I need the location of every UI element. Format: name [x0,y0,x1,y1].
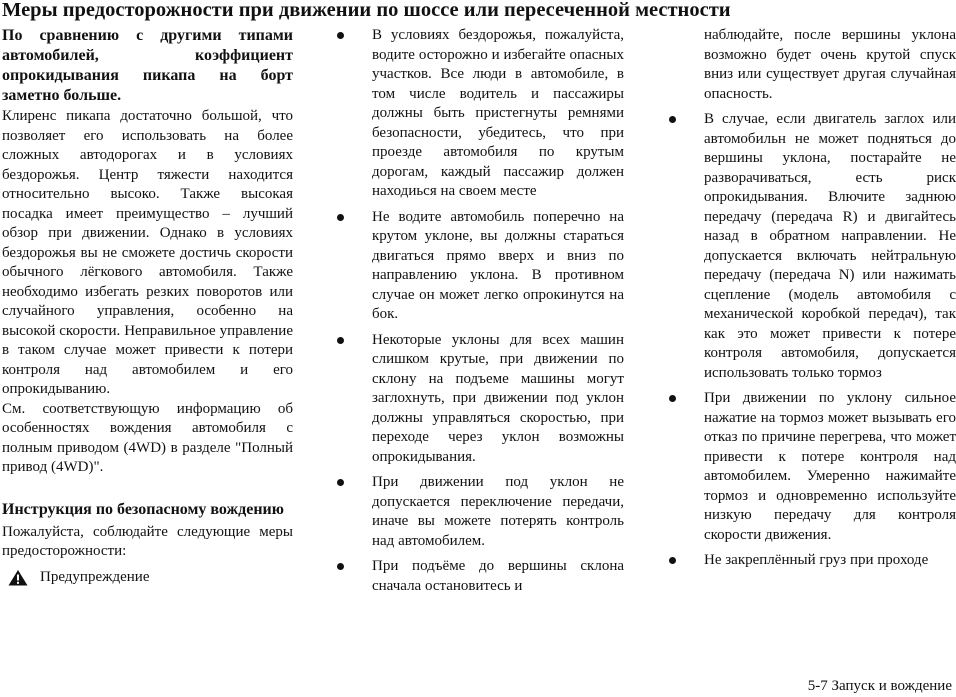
list-item [666,389,956,545]
column-middle [334,26,624,602]
list-item [334,557,624,596]
list-item-text: При движении по уклону сильное нажатие на тормоз может вызывать его отказ по причине перегрева, что может привести к потере контроля над автомобилем. Умеренно нажимайте тормоз и одновременно используйте низкую передачу для контроля скорости движения. [704,390,956,543]
list-item-continuation: наблюдайте, после вершины уклона возможно будет очень крутой спуск вниз или существует другая случайная опасность. [704,27,956,102]
warning-label [2,568,293,588]
body-paragraph-4wd-reference: См. соответствующую информацию об особенностях вождения автомобиля с полным приводом (4WD) в разделе "Полный привод (4WD)". [2,400,293,475]
list-item [334,26,624,202]
warning-text: Предупреждение [40,568,150,585]
section-heading: Инструкция по безопасному вождению [2,500,284,518]
page-title: Меры предосторожности при движении по шоссе или пересеченной местности [2,0,731,21]
bullet-dot-icon [337,563,344,570]
list-item-text: Не закреплённый груз при проходе [704,552,929,568]
list-item [666,110,956,383]
list-item [666,551,956,571]
list-item-text: Некоторые уклоны для всех машин слишком крутые, при движении по склону на подъеме машины могут заглохнуть, при движении под уклон должны управляться скоростью, при переходе через уклон возможны опрокидывания. [372,331,624,465]
list-item-text: В случае, если двигатель заглох или автомобильн не может подняться до вершины уклона, постарайте не разворачиваться, есть риск опрокидывания. Влючите заднюю передачу (передача R) и двигайтесь назад в обратном направлении. Не допускается включать нейтральную передачу (передача N) или нажимать сцепление (модель автомобиля с механической коробкой передач), так как это может привести к потере контроля автомобиля, допускается использовать только тормоз [704,111,956,381]
bullet-dot-icon [337,214,344,221]
lead-paragraph: По сравнению с другими типами автомобилей, коэффициент опрокидывания пикапа на борт заметно больше. [2,27,293,104]
list-item-text: При движении под уклон не допускается переключение передачи, иначе вы можете потерять контроль над автомобилем. [372,474,624,549]
list-item-text: При подъёме до вершины склона сначала остановитесь и [372,558,624,594]
list-item [334,473,624,551]
body-paragraph-instructions: Пожалуйста, соблюдайте следующие меры предосторожности: [2,523,293,559]
bullet-dot-icon [337,32,344,39]
list-item [334,208,624,325]
body-paragraph-clearance: Клиренс пикапа достаточно большой, что позволяет его использовать на более сложных автодорогах и в условиях бездорожья. Центр тяжести находится относительно высоко. Также высокая посадка имеет преимущество – лучший обзор при движении. Однако в условиях бездорожья вы не сможете достичь скорости обычного лёгкового автомобиля. Также необходимо избегать резких поворотов или случайного управления, особенно на высокой скорости. Неправильное управление в таком случае может привести к потери контроля над автомобилем и его опрокидыванию. [2,108,293,397]
bullet-dot-icon [669,395,676,402]
bullet-dot-icon [337,337,344,344]
list-item-text: В условиях бездорожья, пожалуйста, водите осторожно и избегайте опасных участков. Все люди в автомобиле, в том числе водитель и пассажиры должны быть пристегнуты ремнями безопасности, убедитесь, что при проезде автомобиля по крутым дорогам, каждый пассажир должен находиься на своем месте [372,27,624,199]
warning-triangle-icon [8,569,28,586]
list-item-text: Не водите автомобиль поперечно на крутом уклоне, вы должны стараться двигаться прямо вверх и вниз по направлению уклона. В противном случае он может легко опрокинутся на бок. [372,208,624,322]
column-right [666,26,956,577]
list-item [334,331,624,468]
page-footer: 5-7 Запуск и вождение [807,678,952,694]
column-left [2,26,293,587]
bullet-dot-icon [669,116,676,123]
bullet-dot-icon [337,479,344,486]
bullet-dot-icon [669,557,676,564]
